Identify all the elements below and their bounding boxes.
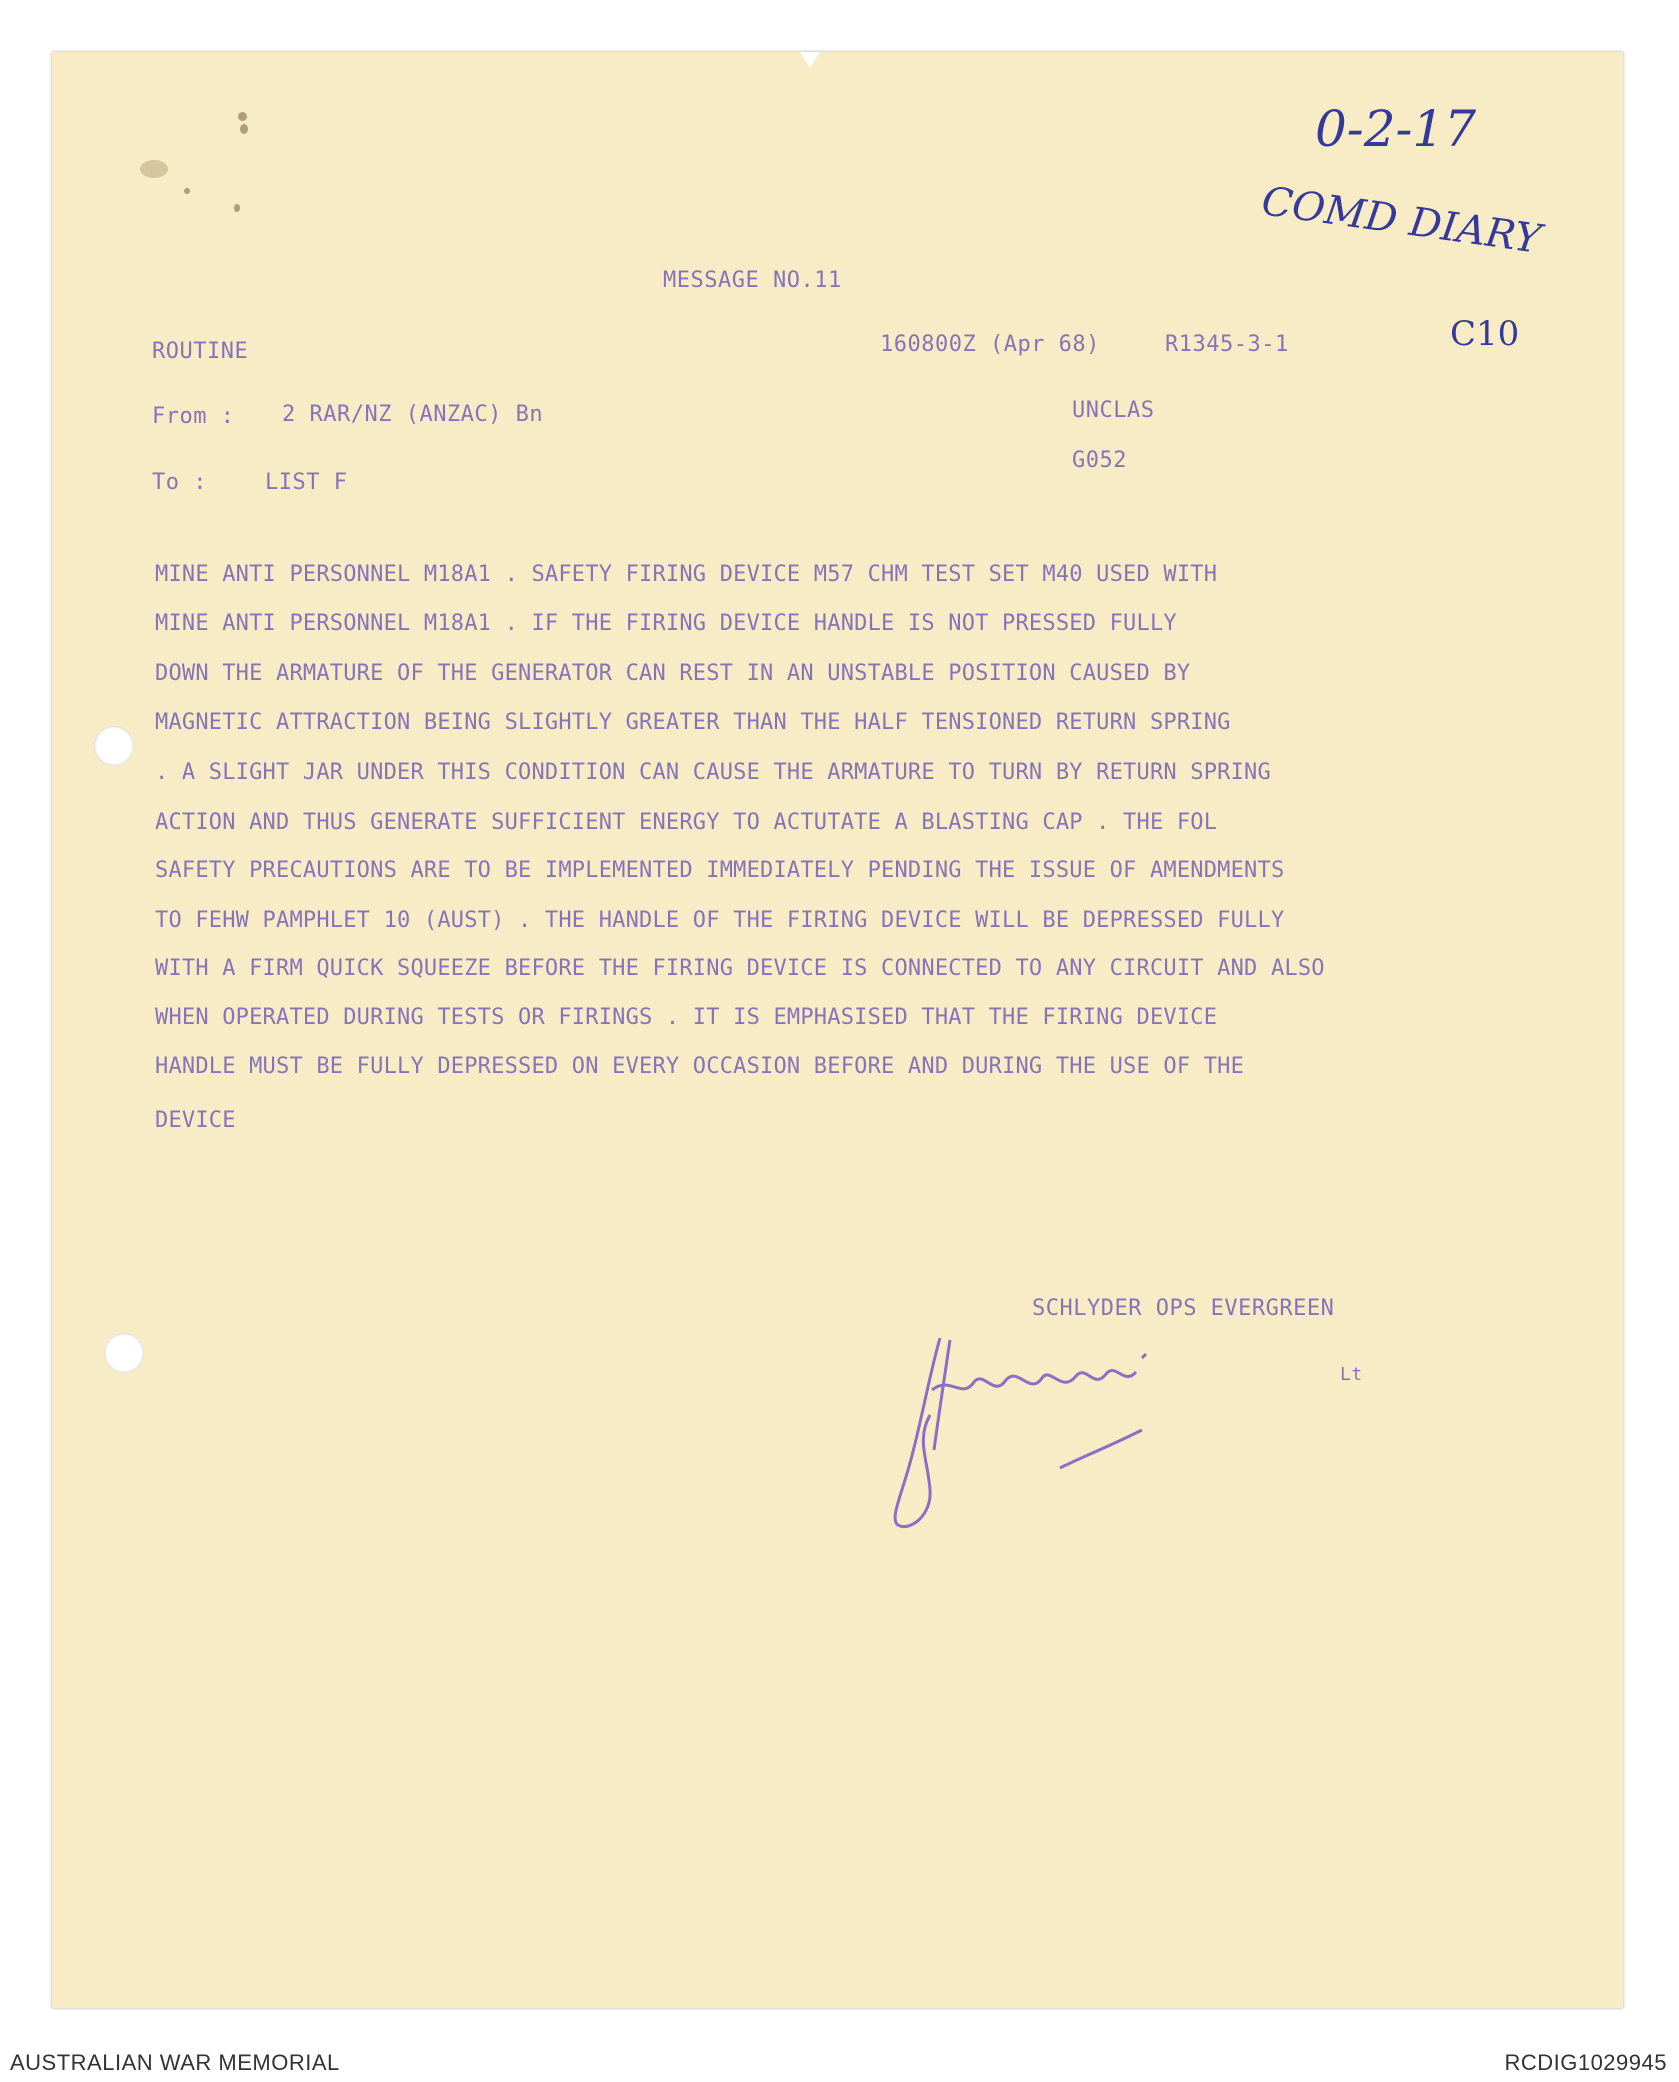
body-line: MINE ANTI PERSONNEL M18A1 . IF THE FIRING DEVICE HANDLE IS NOT PRESSED FULLY xyxy=(155,611,1177,636)
rank-label: Lt xyxy=(1340,1364,1363,1385)
date-time-group: 160800Z (Apr 68) xyxy=(880,332,1100,357)
classification: UNCLAS xyxy=(1072,398,1155,423)
body-line: . A SLIGHT JAR UNDER THIS CONDITION CAN CAUSE THE ARMATURE TO TURN BY RETURN SPRING xyxy=(155,760,1271,785)
stain-mark xyxy=(184,188,190,194)
punch-hole-lower xyxy=(104,1333,144,1373)
body-line: ACTION AND THUS GENERATE SUFFICIENT ENERGY TO ACTUTATE A BLASTING CAP . THE FOL xyxy=(155,810,1218,835)
body-line: WITH A FIRM QUICK SQUEEZE BEFORE THE FIRING DEVICE IS CONNECTED TO ANY CIRCUIT AND ALSO xyxy=(155,956,1325,981)
serial-number: G052 xyxy=(1072,448,1127,473)
handwritten-signature xyxy=(880,1320,1180,1540)
message-title: MESSAGE NO.11 xyxy=(663,268,842,293)
stain-mark xyxy=(238,112,247,121)
handwritten-diary-note: COMD DIARY xyxy=(1258,178,1544,263)
stain-mark xyxy=(240,124,248,134)
punch-hole-upper xyxy=(94,726,134,766)
sign-off: SCHLYDER OPS EVERGREEN xyxy=(1032,1296,1335,1321)
from-unit: 2 RAR/NZ (ANZAC) Bn xyxy=(282,402,544,427)
body-line: DOWN THE ARMATURE OF THE GENERATOR CAN REST IN AN UNSTABLE POSITION CAUSED BY xyxy=(155,661,1191,686)
body-line: WHEN OPERATED DURING TESTS OR FIRINGS . IT IS EMPHASISED THAT THE FIRING DEVICE xyxy=(155,1005,1218,1030)
document-sheet xyxy=(52,52,1623,2008)
body-line: HANDLE MUST BE FULLY DEPRESSED ON EVERY OCCASION BEFORE AND DURING THE USE OF THE xyxy=(155,1054,1245,1079)
from-label: From : xyxy=(152,404,235,429)
paper-notch xyxy=(800,52,820,68)
body-line: TO FEHW PAMPHLET 10 (AUST) . THE HANDLE OF THE FIRING DEVICE WILL BE DEPRESSED FULLY xyxy=(155,908,1285,933)
body-line: DEVICE xyxy=(155,1108,236,1133)
handwritten-code: C10 xyxy=(1450,314,1520,354)
footer-record-id: RCDIG1029945 xyxy=(1504,2050,1667,2075)
precedence: ROUTINE xyxy=(152,339,249,364)
to-label: To : xyxy=(152,470,207,495)
footer-institution: AUSTRALIAN WAR MEMORIAL xyxy=(10,2050,340,2075)
body-line: MINE ANTI PERSONNEL M18A1 . SAFETY FIRING DEVICE M57 CHM TEST SET M40 USED WITH xyxy=(155,562,1218,587)
stain-mark xyxy=(234,204,240,212)
to-list: LIST F xyxy=(265,470,348,495)
body-line: SAFETY PRECAUTIONS ARE TO BE IMPLEMENTED IMMEDIATELY PENDING THE ISSUE OF AMENDMENTS xyxy=(155,858,1285,883)
handwritten-file-ref: 0-2-17 xyxy=(1315,100,1477,158)
stain-mark xyxy=(140,160,168,178)
body-line: MAGNETIC ATTRACTION BEING SLIGHTLY GREATER THAN THE HALF TENSIONED RETURN SPRING xyxy=(155,710,1231,735)
reference-number: R1345-3-1 xyxy=(1165,332,1289,357)
